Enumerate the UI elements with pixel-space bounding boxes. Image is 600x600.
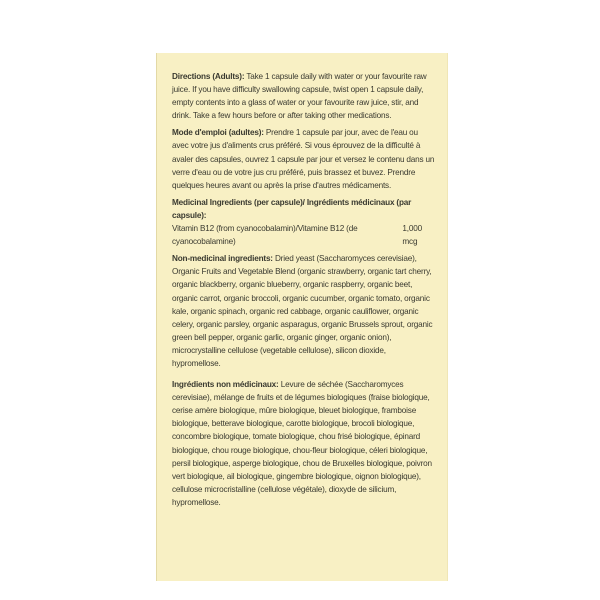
non-medicinal-en <box>172 252 436 370</box>
non-medicinal-en-heading: Non-medicinal ingredients: <box>172 254 273 264</box>
directions-en <box>172 70 436 122</box>
directions-fr-heading: Mode d'emploi (adultes): <box>172 128 264 138</box>
non-medicinal-fr <box>172 378 436 509</box>
vitamin-label: Vitamin B12 (from cyanocobalamin)/Vitamine B12 (de cyanocobalamine) <box>172 224 358 247</box>
non-medicinal-fr-heading: Ingrédients non médicinaux: <box>172 380 279 390</box>
medicinal-heading: Medicinal Ingredients (per capsule)/ Ingrédients médicinaux (par capsule): <box>172 197 412 220</box>
label-text <box>172 70 436 513</box>
vitamin-amount: 1,000 mcg <box>402 224 422 247</box>
vitamin-row <box>172 222 436 248</box>
non-medicinal-fr-body: Levure de séchée (Saccharomyces cerevisiae), mélange de fruits et de légumes biologiques (fraise biologique, cerise amère biologique, mûre biologique, bleuet biologique, framboise biologique, betterave biologique, carotte biologique, brocoli biologique, concombre biologique, tomate biologique, chou frisé biologique, épinard biologique, chou rouge biologique, chou-fleur biologique, céleri biologique, persil biologique, asperge biologique, chou de Bruxelles biologique, poivron vert biologique, ail biologique, gingembre biologique, oignon biologique), cellulose microcristalline (cellulose végétale), dioxyde de silicium, hypromellose. <box>172 380 432 507</box>
directions-fr <box>172 126 436 191</box>
directions-fr-body: Prendre 1 capsule par jour, avec de l'eau ou avec votre jus d'aliments crus préféré. Si vous éprouvez de la difficulté à avaler des capsules, ouvrez 1 capsule par jour et versez le contenu dans un verre d'eau ou de votre jus cru préféré, puis brassez et buvez. Prendre quelques heures avant ou après la prise d'autres médicaments. <box>172 128 435 190</box>
directions-en-body: Take 1 capsule daily with water or your favourite raw juice. If you have difficulty swallowing capsule, twist open 1 capsule daily, empty contents into a glass of water or your favourite raw juice, stir, and drink. Take a few hours before or after taking other medications. <box>172 72 427 121</box>
non-medicinal-en-body: Dried yeast (Saccharomyces cerevisiae), Organic Fruits and Vegetable Blend (organic strawberry, organic tart cherry, organic blackberry, organic blueberry, organic raspberry, organic beet, organic carrot, organic broccoli, organic cucumber, organic tomato, organic kale, organic spinach, organic red cabbage, organic cauliflower, organic celery, organic parsley, organic asparagus, organic Brussels sprout, organic green bell pepper, organic garlic, organic ginger, organic onion), microcrystalline cellulose (vegetable cellulose), silicon dioxide, hypromellose. <box>172 254 433 368</box>
directions-en-heading: Directions (Adults): <box>172 72 245 81</box>
